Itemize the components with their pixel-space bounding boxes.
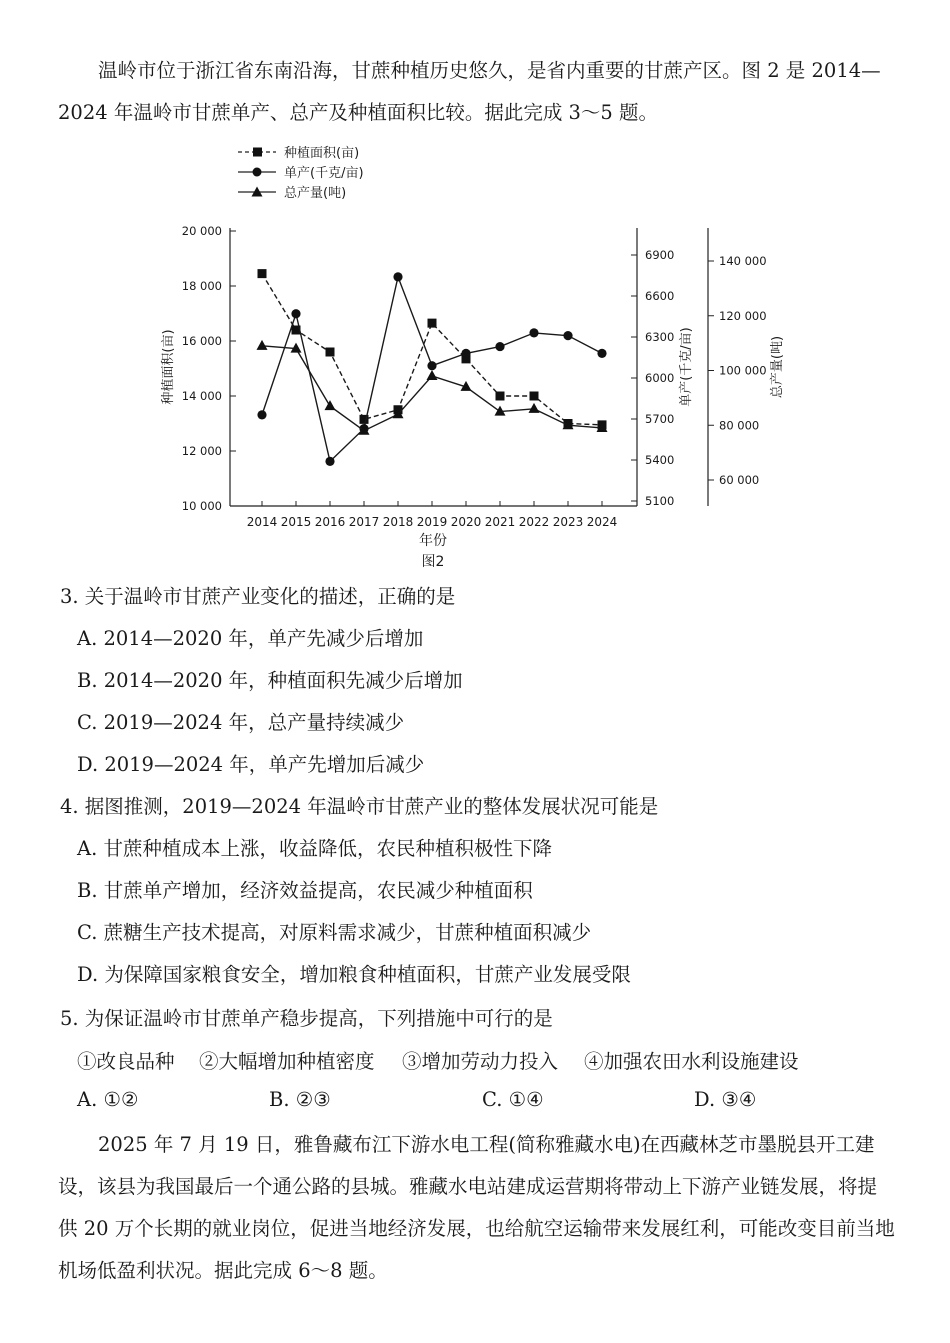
data-point-triangle [325, 400, 336, 410]
right-axis-2-tick-label: 60 000 [719, 473, 760, 487]
right-axis-1-tick-label: 5700 [645, 412, 675, 426]
question-3-stem: 3. 关于温岭市甘蔗产业变化的描述，正确的是 [60, 585, 456, 608]
question-3-option-d: D. 2019—2024 年，单产先增加后减少 [77, 753, 425, 776]
legend-square-marker [253, 148, 262, 157]
x-axis-tick-label: 2016 [314, 515, 346, 529]
intro-paragraph-1: 温岭市位于浙江省东南沿海，甘蔗种植历史悠久，是省内重要的甘蔗产区。图 2 是 2014—2024 年温岭市甘蔗单产、总产及种植面积比较。据此完成 3～5 题。 [58, 59, 881, 124]
right-axis-2-label: 总产量(吨) [770, 335, 785, 399]
left-axis-tick-label: 18 000 [181, 279, 222, 293]
question-5-stem: 5. 为保证温岭市甘蔗单产稳步提高，下列措施中可行的是 [60, 1007, 553, 1030]
right-axis-1-tick-label: 6600 [645, 289, 675, 303]
question-3-option-b: B. 2014—2020 年，种植面积先减少后增加 [77, 669, 463, 692]
intro-paragraph-2: 2025 年 7 月 19 日，雅鲁藏布江下游水电工程(简称雅藏水电)在西藏林芝市墨脱县开工建设，该县为我国最后一个通公路的县城。雅藏水电站建成运营期将带动上下游产业链发展，将提供 20 万个长期的就业岗位，促进当地经济发展，也给航空运输带来发展红利，可能改变目前当地机场低盈利状况。据此完成 6～8 题。 [58, 1133, 895, 1282]
left-axis-tick-label: 16 000 [181, 334, 222, 348]
question-4-option-d: D. 为保障国家粮食安全，增加粮食种植面积，甘蔗产业发展受限 [77, 963, 631, 986]
data-point-circle [325, 457, 334, 466]
data-point-triangle [257, 340, 268, 350]
data-point-circle [427, 361, 436, 370]
data-point-square [530, 392, 539, 401]
left-axis-label: 种植面积(亩) [161, 329, 176, 405]
x-axis-tick-label: 2021 [484, 515, 516, 529]
x-axis-tick-label: 2015 [280, 515, 312, 529]
data-point-circle [257, 410, 266, 419]
figure-caption: 图2 [421, 554, 445, 568]
data-point-circle [495, 342, 504, 351]
data-point-circle [529, 328, 538, 337]
x-axis-tick-label: 2020 [450, 515, 482, 529]
data-point-square [258, 269, 267, 278]
right-axis-1-tick-label: 6000 [645, 371, 675, 385]
left-axis-tick-label: 20 000 [181, 224, 222, 238]
chart-legend [238, 145, 364, 201]
legend-circle-marker [253, 168, 262, 177]
data-point-triangle [529, 403, 540, 413]
legend-label-yield: 单产(千克/亩) [284, 166, 364, 181]
question-4-option-c: C. 蔗糖生产技术提高，对原料需求减少，甘蔗种植面积减少 [77, 921, 592, 944]
x-axis-tick-label: 2018 [382, 515, 414, 529]
x-axis-tick-label: 2023 [552, 515, 584, 529]
question-5-measure-2: ②大幅增加种植密度 [199, 1050, 375, 1073]
question-5-option-c: C. ①④ [482, 1088, 544, 1111]
right-axis-2-tick-label: 140 000 [719, 254, 767, 268]
data-point-circle [291, 309, 300, 318]
data-point-triangle [427, 370, 438, 380]
x-axis-tick-label: 2014 [246, 515, 278, 529]
series-line-square [262, 274, 602, 425]
data-point-square [428, 319, 437, 328]
question-5-measure-4: ④加强农田水利设施建设 [584, 1050, 799, 1073]
question-4-stem: 4. 据图推测，2019—2024 年温岭市甘蔗产业的整体发展状况可能是 [60, 795, 659, 818]
question-3-option-c: C. 2019—2024 年，总产量持续减少 [77, 711, 405, 734]
data-point-circle [597, 349, 606, 358]
data-point-circle [461, 349, 470, 358]
x-axis-tick-label: 2017 [348, 515, 380, 529]
question-5-option-a: A. ①② [77, 1088, 139, 1111]
right-axis-2-tick-label: 120 000 [719, 308, 767, 323]
right-axis-1-tick-label: 6300 [645, 330, 675, 344]
question-3-option-a: A. 2014—2020 年，单产先减少后增加 [77, 627, 424, 650]
question-4-option-a: A. 甘蔗种植成本上涨，收益降低，农民种植积极性下降 [77, 837, 552, 860]
x-axis-label: 年份 [419, 533, 447, 549]
right-axis-2-tick-label: 100 000 [719, 363, 767, 378]
x-axis-tick-label: 2022 [518, 515, 550, 529]
right-axis-1-label: 单产(千克/亩) [679, 327, 694, 407]
right-axis-1-tick-label: 5100 [645, 494, 675, 508]
left-axis-tick-label: 10 000 [181, 499, 222, 513]
question-4-option-b: B. 甘蔗单产增加，经济效益提高，农民减少种植面积 [77, 879, 533, 902]
data-point-square [326, 348, 335, 357]
data-point-circle [563, 331, 572, 340]
right-axis-1-tick-label: 6900 [645, 248, 675, 262]
x-axis-tick-label: 2024 [586, 515, 618, 529]
data-point-square [496, 392, 505, 401]
question-5-measure-3: ③增加劳动力投入 [402, 1050, 559, 1073]
right-axis-1-tick-label: 5400 [645, 453, 675, 467]
data-point-circle [393, 272, 402, 281]
legend-label-total: 总产量(吨) [284, 186, 347, 201]
question-5-option-b: B. ②③ [269, 1088, 331, 1111]
x-axis-tick-label: 2019 [416, 515, 448, 529]
left-axis-tick-label: 14 000 [181, 389, 222, 403]
right-axis-2-tick-label: 80 000 [719, 418, 760, 433]
chart-figure-2 [150, 138, 800, 568]
left-axis-tick-label: 12 000 [181, 444, 222, 458]
question-5-measure-1: ①改良品种 [77, 1050, 175, 1073]
legend-label-area: 种植面积(亩) [284, 146, 360, 161]
question-5-option-d: D. ③④ [694, 1088, 757, 1111]
